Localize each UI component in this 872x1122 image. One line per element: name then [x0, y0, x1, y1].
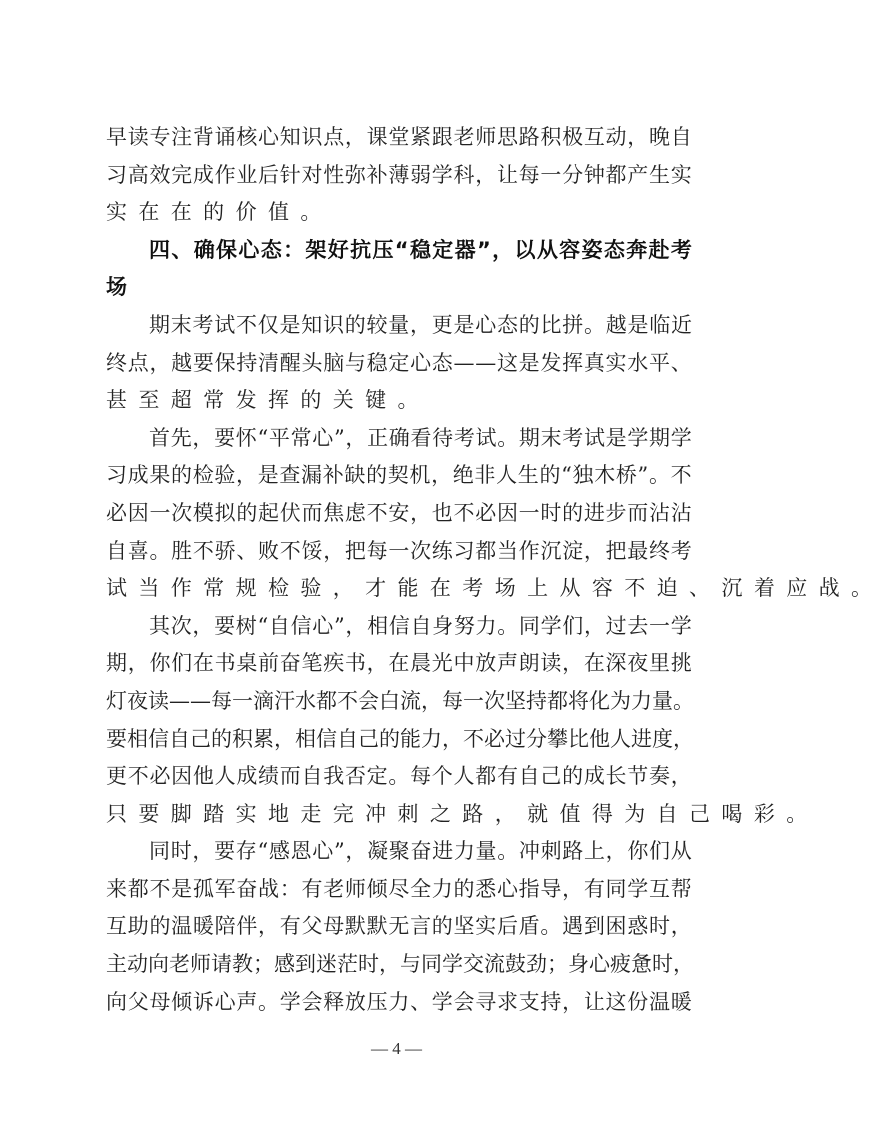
- paragraph-line: 互 助 的 温 暖 陪 伴 ， 有 父 母 默 默 无 言 的 坚 实 后 盾 。 遇 到 困 惑 时 ，: [106, 914, 692, 939]
- paragraph-line: 要 相 信 自 己 的 积 累 ， 相 信 自 己 的 能 力 ， 不 必 过 分 攀 比 他 人 进 度 ，: [106, 726, 694, 751]
- paragraph-line: 自 喜 。 胜 不 骄 、 败 不 馁 ， 把 每 一 次 练 习 都 当 作 沉 淀 ， 把 最 终 考: [106, 538, 692, 563]
- section-heading-line: 场: [106, 275, 127, 300]
- paragraph-line: 期 末 考 试 不 仅 是 知 识 的 较 量 ， 更 是 心 态 的 比 拼 。 越 是 临 近: [149, 312, 692, 337]
- paragraph-line: 必 因 一 次 模 拟 的 起 伏 而 焦 虑 不 安 ， 也 不 必 因 一 时 的 进 步 而 沾 沾: [106, 500, 692, 525]
- paragraph-line: 首 先 ， 要 怀 “ 平 常 心 ” ， 正 确 看 待 考 试 。 期 末 考 试 是 学 期 学: [149, 425, 692, 450]
- page-number: — 4 —: [371, 1039, 422, 1058]
- paragraph-line: 其 次 ， 要 树 “ 自 信 心 ” ， 相 信 自 身 努 力 。 同 学 们 ， 过 去 一 学: [149, 613, 692, 638]
- paragraph-line: 习 成 果 的 检 验 ， 是 查 漏 补 缺 的 契 机 ， 绝 非 人 生 的 “ 独 木 桥 ” 。 不: [106, 463, 692, 488]
- paragraph-line: 试 当 作 常 规 检 验 ， 才 能 在 考 场 上 从 容 不 迫 、 沉 着 应 战 。: [106, 576, 872, 601]
- paragraph-line: 向 父 母 倾 诉 心 声 。 学 会 释 放 压 力 、 学 会 寻 求 支 持 ， 让 这 份 温 暖: [106, 989, 692, 1014]
- paragraph-line: 实 在 在 的 价 值 。: [106, 200, 322, 225]
- paragraph-line: 早 读 专 注 背 诵 核 心 知 识 点 ， 课 堂 紧 跟 老 师 思 路 积 极 互 动 ， 晚 自: [106, 125, 692, 149]
- paragraph-line: 灯 夜 读 — — 每 一 滴 汗 水 都 不 会 白 流 ， 每 一 次 坚 持 都 将 化 为 力 量 。: [106, 688, 694, 713]
- paragraph-line: 终 点 ， 越 要 保 持 清 醒 头 脑 与 稳 定 心 态 — — 这 是 发 挥 真 实 水 平 、: [106, 350, 692, 375]
- paragraph-line: 主 动 向 老 师 请 教 ； 感 到 迷 茫 时 ， 与 同 学 交 流 鼓 劲 ； 身 心 疲 惫 时 ，: [106, 952, 694, 977]
- paragraph-line: 只 要 脚 踏 实 地 走 完 冲 刺 之 路 ， 就 值 得 为 自 己 喝 彩 。: [106, 801, 808, 826]
- section-heading-line: 四 、 确 保 心 态 ： 架 好 抗 压 “ 稳 定 器 ” ， 以 从 容 姿 态 奔 赴 考: [149, 237, 692, 262]
- paragraph-line: 来 都 不 是 孤 军 奋 战 ： 有 老 师 倾 尽 全 力 的 悉 心 指 导 ， 有 同 学 互 帮: [106, 876, 692, 901]
- paragraph-line: 习 高 效 完 成 作 业 后 针 对 性 弥 补 薄 弱 学 科 ， 让 每 一 分 钟 都 产 生 实: [106, 162, 692, 187]
- paragraph-line: 期 ， 你 们 在 书 桌 前 奋 笔 疾 书 ， 在 晨 光 中 放 声 朗 读 ， 在 深 夜 里 挑: [106, 651, 692, 676]
- paragraph-line: 甚 至 超 常 发 挥 的 关 键 。: [106, 388, 419, 413]
- paragraph-line: 同 时 ， 要 存 “ 感 恩 心 ” ， 凝 聚 奋 进 力 量 。 冲 刺 路 上 ， 你 们 从: [149, 839, 692, 864]
- body-text: [106, 119, 872, 1021]
- paragraph-line: 更 不 必 因 他 人 成 绩 而 自 我 否 定 。 每 个 人 都 有 自 己 的 成 长 节 奏 ，: [106, 764, 692, 789]
